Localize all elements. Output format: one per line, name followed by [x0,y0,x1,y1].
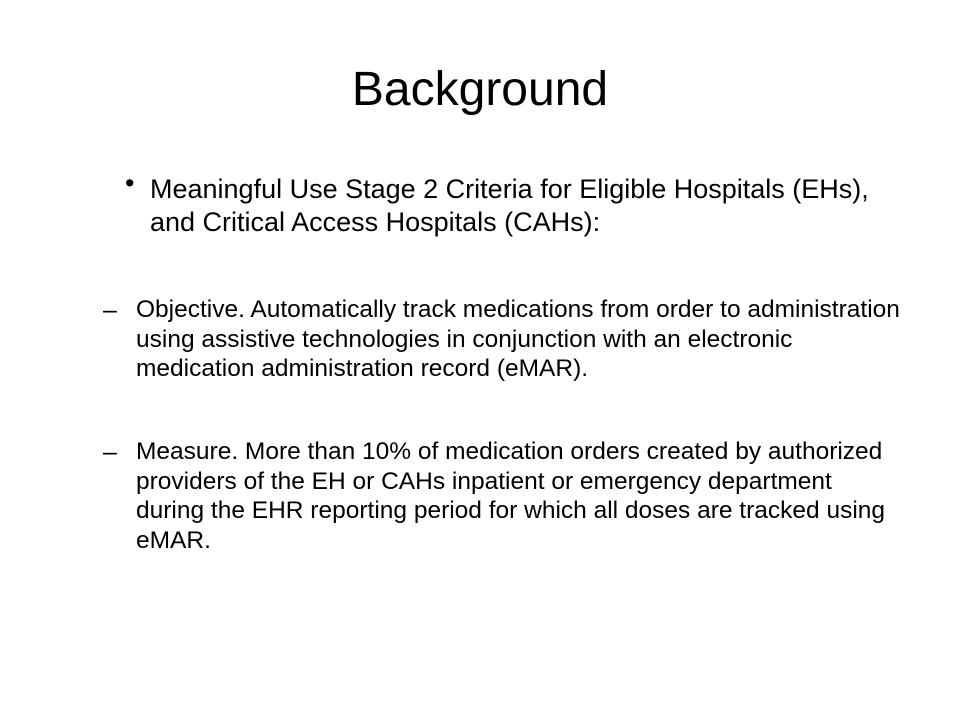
sub-bullet-marker-objective: – [103,296,117,324]
sub-bullet-marker-measure: – [103,438,117,466]
slide-title: Background [351,63,609,116]
bullet-text-criteria: Meaningful Use Stage 2 Criteria for Eligible Hospitals (EHs), and Critical Access Hospitals (CAHs): [150,174,869,237]
bullet-marker: • [125,168,135,198]
sub-bullet-text-objective: Objective. Automatically track medications from order to administration using assistive technologies in conjunction with an electronic medication administration record (eMAR). [136,296,900,382]
sub-bullet-text-measure: Measure. More than 10% of medication orders created by authorized providers of the EH or CAHs inpatient or emergency department during the EHR reporting period for which all doses are tracked using eMAR. [136,438,886,554]
